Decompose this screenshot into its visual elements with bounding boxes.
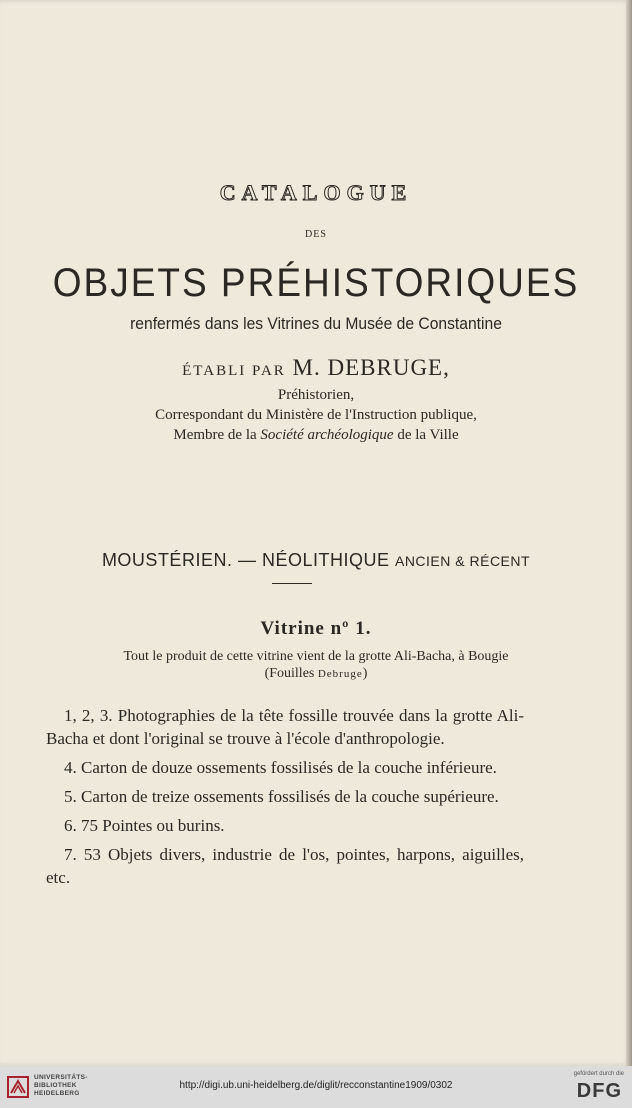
funded-by-label: gefördert durch die — [573, 1071, 624, 1077]
desc-2-name: Debruge — [317, 668, 363, 680]
author-line — [0, 355, 632, 381]
section-heading-main: MOUSTÉRIEN. — NÉOLITHIQUE — [101, 550, 390, 570]
des-label: DES — [305, 229, 327, 240]
section-divider — [272, 583, 312, 584]
section-heading-small: ANCIEN & RÉCENT — [394, 553, 531, 569]
library-line-2: BIBLIOTHEK — [34, 1082, 77, 1089]
role-3-pre: Membre de la — [173, 427, 261, 443]
author-prefix: ÉTABLI PAR — [182, 363, 286, 379]
footer-bar — [0, 1066, 632, 1108]
list-item: 5. Carton de treize ossements fossilisés de la couche supérieure. — [64, 787, 499, 806]
author-name: M. DEBRUGE, — [292, 355, 450, 380]
role-line-2: Correspondant du Ministère de l'Instruction publique, — [155, 407, 477, 423]
author-roles — [0, 385, 632, 445]
role-line-1: Préhistorien, — [277, 387, 355, 403]
list-item: 4. Carton de douze ossements fossilisés de la couche inférieure. — [64, 758, 497, 777]
vitrine-desc-line-1: Tout le produit de cette vitrine vient de la grotte Ali-Bacha, à Bougie — [123, 649, 509, 664]
library-line-3: HEIDELBERG — [34, 1090, 80, 1097]
role-3-post: de la Ville — [393, 427, 459, 443]
dfg-logo: DFG — [576, 1080, 622, 1102]
main-title: OBJETS PRÉHISTORIQUES — [52, 260, 580, 305]
vitrine-description — [0, 648, 632, 683]
list-item: 6. 75 Pointes ou burins. — [64, 816, 225, 835]
role-3-italic: Société archéologique — [260, 427, 394, 443]
list-item: 7. 53 Objets divers, industrie de l'os, pointes, harpons, aiguilles, etc. — [46, 845, 524, 887]
section-heading — [0, 550, 632, 571]
list-item: 1, 2, 3. Photographies de la tête fossille trouvée dans la grotte Ali-Bacha et dont l'original se trouve à l'école d'anthropologie. — [46, 706, 524, 748]
library-line-1: UNIVERSITÄTS- — [34, 1074, 88, 1081]
catalogue-heading: CATALOGUE — [219, 180, 413, 205]
page-edge — [626, 0, 632, 1066]
item-list — [46, 704, 524, 895]
vitrine-title: Vitrine nº 1. — [260, 618, 372, 639]
vitrine-desc-line-2 — [0, 665, 632, 683]
source-url-link[interactable]: http://digi.ub.uni-heidelberg.de/diglit/recconstantine1909/0302 — [179, 1080, 453, 1091]
desc-2-pre: (Fouilles — [264, 666, 318, 681]
subtitle: renfermés dans les Vitrines du Musée de Constantine — [130, 314, 502, 333]
role-line-3 — [0, 425, 632, 445]
desc-2-post: ) — [362, 666, 368, 681]
